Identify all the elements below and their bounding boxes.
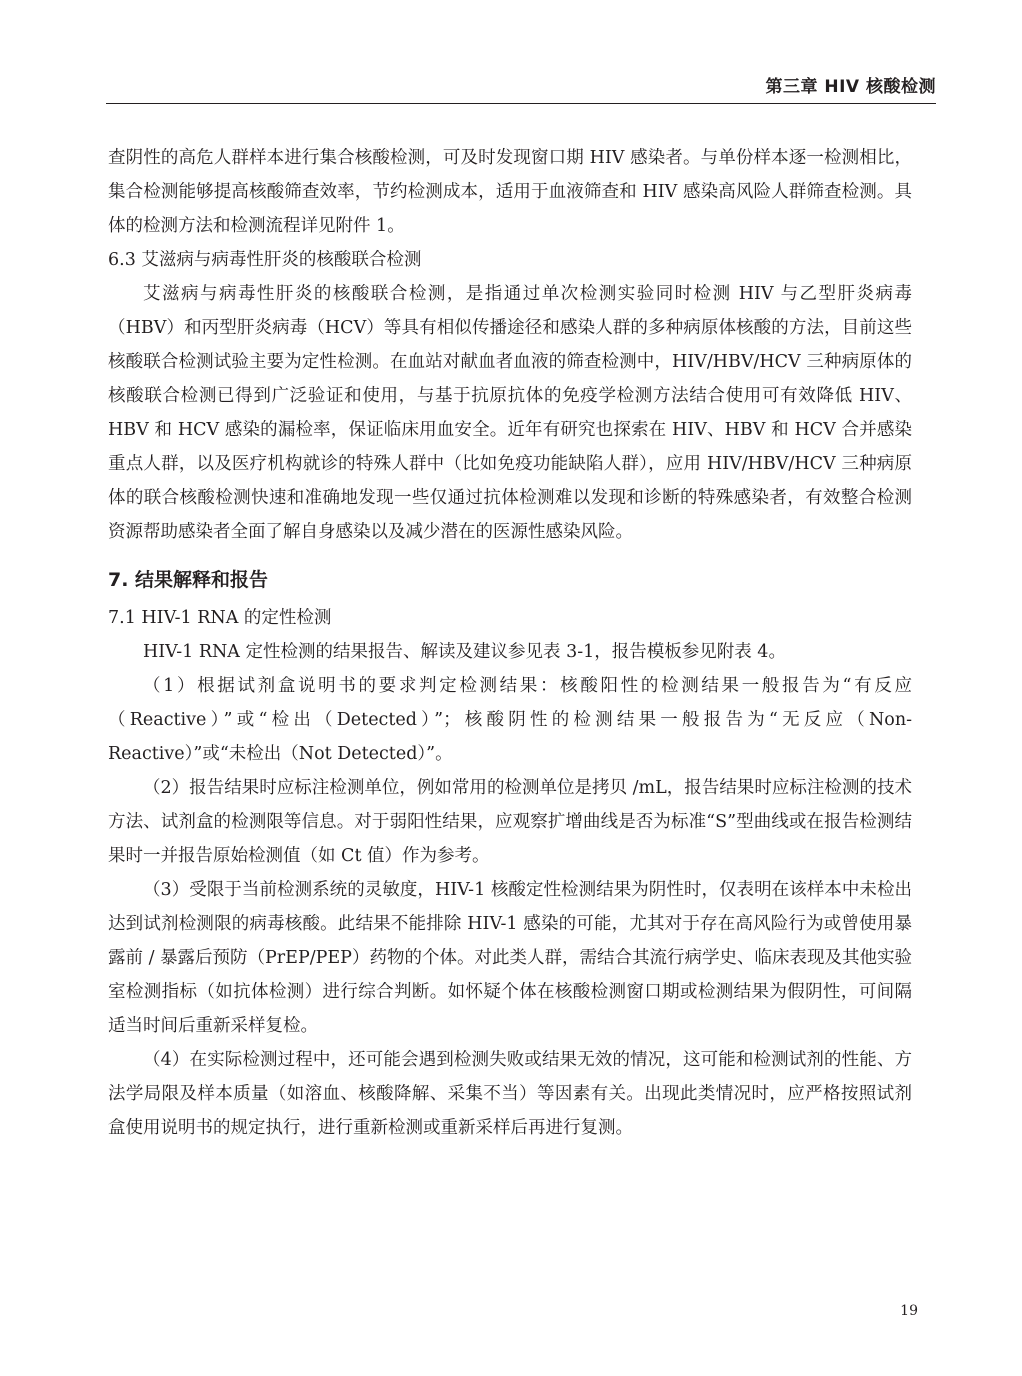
subsection-6-3-paragraph: 艾滋病与病毒性肝炎的核酸联合检测，是指通过单次检测实验同时检测 HIV 与乙型肝炎病毒（HBV）和丙型肝炎病毒（HCV）等具有相似传播途径和感染人群的多种病原体核酸的方法，目前这些核酸联合检测试验主要为定性检测。在血站对献血者血液的筛查检测中，HIV/HBV/HCV 三种病原体的核酸联合检测已得到广泛验证和使用，与基于抗原抗体的免疫学检测方法结合使用可有效降低 HIV、HBV 和 HCV 感染的漏检率，保证临床用血安全。近年有研究也探索在 HIV、HBV 和 HCV 合并感染重点人群，以及医疗机构就诊的特殊人群中（比如免疫功能缺陷人群），应用 HIV/HBV/HCV 三种病原体的联合核酸检测快速和准确地发现一些仅通过抗体检测难以发现和诊断的特殊感染者，有效整合检测资源帮助感染者全面了解自身感染以及减少潜在的医源性感染风险。 bbox=[108, 284, 912, 542]
section-7-title: 7. 结果解释和报告 bbox=[108, 569, 269, 591]
header-rule bbox=[106, 103, 936, 104]
page-number: 19 bbox=[900, 1303, 918, 1319]
page-content bbox=[108, 141, 912, 1145]
list-item-2: （2）报告结果时应标注检测单位，例如常用的检测单位是拷贝 /mL，报告结果时应标注检测的技术方法、试剂盒的检测限等信息。对于弱阳性结果，应观察扩增曲线是否为标准“S”型曲线或在报告检测结果时一并报告原始检测值（如 Ct 值）作为参考。 bbox=[108, 778, 912, 866]
running-head: 第三章 HIV 核酸检测 bbox=[765, 77, 936, 97]
list-item-1: （1）根据试剂盒说明书的要求判定检测结果：核酸阳性的检测结果一般报告为“有反应（Reactive）”或“检出（Detected）”；核酸阴性的检测结果一般报告为“无反应（Non-Reactive）”或“未检出（Not Detected）”。 bbox=[108, 676, 912, 764]
subsection-6-3-title: 6.3 艾滋病与病毒性肝炎的核酸联合检测 bbox=[108, 250, 422, 270]
subsection-7-1-intro: HIV-1 RNA 定性检测的结果报告、解读及建议参见表 3-1，报告模板参见附表 4。 bbox=[143, 642, 786, 662]
list-item-3: （3）受限于当前检测系统的灵敏度，HIV-1 核酸定性检测结果为阴性时，仅表明在该样本中未检出达到试剂检测限的病毒核酸。此结果不能排除 HIV-1 感染的可能，尤其对于存在高风险行为或曾使用暴露前 / 暴露后预防（PrEP/PEP）药物的个体。对此类人群，需结合其流行病学史、临床表现及其他实验室检测指标（如抗体检测）进行综合判断。如怀疑个体在核酸检测窗口期或检测结果为假阴性，可间隔适当时间后重新采样复检。 bbox=[108, 880, 912, 1036]
subsection-7-1-title: 7.1 HIV-1 RNA 的定性检测 bbox=[108, 608, 332, 628]
list-item-4: （4）在实际检测过程中，还可能会遇到检测失败或结果无效的情况，这可能和检测试剂的性能、方法学局限及样本质量（如溶血、核酸降解、采集不当）等因素有关。出现此类情况时，应严格按照试剂盒使用说明书的规定执行，进行重新检测或重新采样后再进行复测。 bbox=[108, 1050, 912, 1138]
paragraph-continuation: 查阴性的高危人群样本进行集合核酸检测，可及时发现窗口期 HIV 感染者。与单份样本逐一检测相比，集合检测能够提高核酸筛查效率，节约检测成本，适用于血液筛查和 HIV 感染高风险人群筛查检测。具体的检测方法和检测流程详见附件 1。 bbox=[108, 148, 912, 236]
